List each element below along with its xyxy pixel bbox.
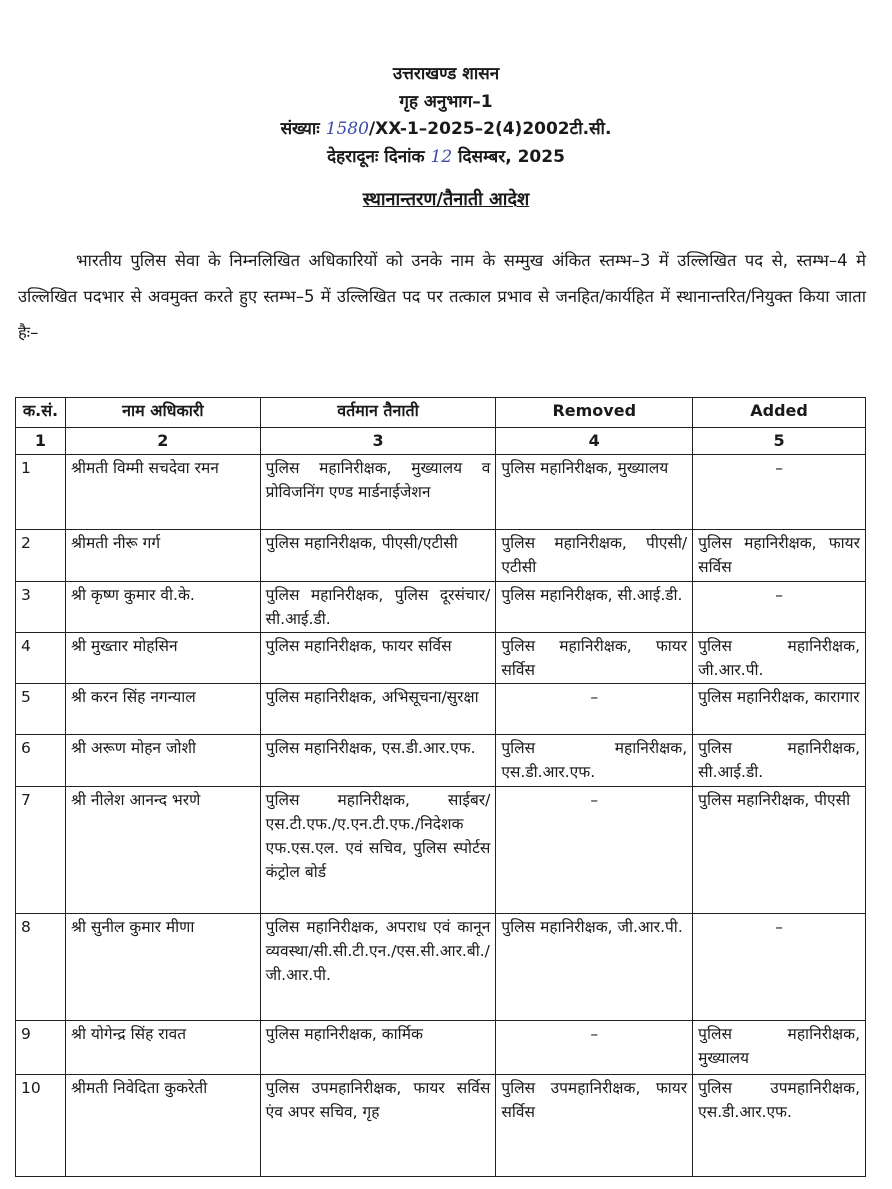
header-serial: क.सं. xyxy=(16,398,66,428)
current-posting-cell: पुलिस महानिरीक्षक, फायर सर्विस xyxy=(260,633,496,684)
officer-name-cell: श्री करन सिंह नगन्याल xyxy=(65,684,260,735)
added-cell: पुलिस उपमहानिरीक्षक, एस.डी.आर.एफ. xyxy=(693,1075,866,1177)
current-posting-cell: पुलिस महानिरीक्षक, एस.डी.आर.एफ. xyxy=(260,735,496,787)
removed-cell: पुलिस महानिरीक्षक, जी.आर.पी. xyxy=(496,914,693,1021)
serial-cell: 10 xyxy=(16,1075,66,1177)
column-number: 5 xyxy=(693,428,866,455)
number-label: संख्याः xyxy=(280,119,320,139)
order-date xyxy=(0,145,892,170)
order-number xyxy=(0,117,892,142)
transfer-table xyxy=(15,397,866,1177)
officer-name-cell: श्री अरूण मोहन जोशी xyxy=(65,735,260,787)
paragraph-text: भारतीय पुलिस सेवा के निम्नलिखित अधिकारियों को उनके नाम के सम्मुख अंकित स्तम्भ–3 में उल्लिखित पद से, स्तम्भ–4 मे उल्लिखित पदभार से अवमुक्त करते हुए स्तम्भ–5 में उल्लिखित पद पर तत्काल प्रभाव से जनहित/कार्यहित में स्थानान्तरित/नियुक्त किया जाता हैः– xyxy=(18,251,866,342)
officer-name-cell: श्री मुख्तार मोहसिन xyxy=(65,633,260,684)
date-rest: दिसम्बर, 2025 xyxy=(458,147,565,167)
added-cell: पुलिस महानिरीक्षक, कारागार xyxy=(693,684,866,735)
column-number-row xyxy=(16,428,866,455)
removed-cell: – xyxy=(496,1021,693,1075)
officer-name-cell: श्री सुनील कुमार मीणा xyxy=(65,914,260,1021)
header-current-posting: वर्तमान तैनाती xyxy=(260,398,496,428)
table-row xyxy=(16,684,866,735)
serial-cell: 8 xyxy=(16,914,66,1021)
officer-name-cell: श्री योगेन्द्र सिंह रावत xyxy=(65,1021,260,1075)
officer-name-cell: श्री नीलेश आनन्द भरणे xyxy=(65,787,260,914)
officer-name-cell: श्री कृष्ण कुमार वी.के. xyxy=(65,582,260,633)
added-cell: पुलिस महानिरीक्षक, फायर सर्विस xyxy=(693,530,866,582)
header-removed: Removed xyxy=(496,398,693,428)
serial-cell: 7 xyxy=(16,787,66,914)
handwritten-number: 1580 xyxy=(325,119,369,139)
removed-cell: – xyxy=(496,684,693,735)
table-row xyxy=(16,633,866,684)
removed-cell: पुलिस महानिरीक्षक, सी.आई.डी. xyxy=(496,582,693,633)
added-cell: – xyxy=(693,582,866,633)
handwritten-day: 12 xyxy=(430,147,453,167)
removed-cell: पुलिस महानिरीक्षक, पीएसी/एटीसी xyxy=(496,530,693,582)
date-prefix: देहरादूनः दिनांक xyxy=(327,147,425,167)
current-posting-cell: पुलिस महानिरीक्षक, पुलिस दूरसंचार/सी.आई.डी. xyxy=(260,582,496,633)
current-posting-cell: पुलिस उपमहानिरीक्षक, फायर सर्विस एंव अपर सचिव, गृह xyxy=(260,1075,496,1177)
removed-cell: पुलिस महानिरीक्षक, मुख्यालय xyxy=(496,455,693,530)
header-officer-name: नाम अधिकारी xyxy=(65,398,260,428)
current-posting-cell: पुलिस महानिरीक्षक, अभिसूचना/सुरक्षा xyxy=(260,684,496,735)
serial-cell: 1 xyxy=(16,455,66,530)
current-posting-cell: पुलिस महानिरीक्षक, मुख्यालय व प्रोविजनिंग एण्ड मार्डनाईजेशन xyxy=(260,455,496,530)
current-posting-cell: पुलिस महानिरीक्षक, पीएसी/एटीसी xyxy=(260,530,496,582)
department-name: गृह अनुभाग–1 xyxy=(399,92,493,112)
removed-cell: पुलिस उपमहानिरीक्षक, फायर सर्विस xyxy=(496,1075,693,1177)
current-posting-cell: पुलिस महानिरीक्षक, अपराध एवं कानून व्यवस्था/सी.सी.टी.एन./एस.सी.आर.बी./जी.आर.पी. xyxy=(260,914,496,1021)
serial-cell: 4 xyxy=(16,633,66,684)
removed-cell: – xyxy=(496,787,693,914)
serial-cell: 3 xyxy=(16,582,66,633)
added-cell: पुलिस महानिरीक्षक, सी.आई.डी. xyxy=(693,735,866,787)
column-number: 3 xyxy=(260,428,496,455)
current-posting-cell: पुलिस महानिरीक्षक, कार्मिक xyxy=(260,1021,496,1075)
column-number: 4 xyxy=(496,428,693,455)
table-row xyxy=(16,735,866,787)
table-row xyxy=(16,914,866,1021)
serial-cell: 5 xyxy=(16,684,66,735)
current-posting-cell: पुलिस महानिरीक्षक, साईबर/एस.टी.एफ./ए.एन.टी.एफ./निदेशक एफ.एस.एल. एवं सचिव, पुलिस स्पोर्टस कंट्रोल बोर्ड xyxy=(260,787,496,914)
officer-name-cell: श्रीमती निवेदिता कुकरेती xyxy=(65,1075,260,1177)
table-row xyxy=(16,582,866,633)
header-added: Added xyxy=(693,398,866,428)
government-name: उत्तराखण्ड शासन xyxy=(392,64,500,84)
serial-cell: 6 xyxy=(16,735,66,787)
officer-name-cell: श्रीमती विम्मी सचदेवा रमन xyxy=(65,455,260,530)
table-row xyxy=(16,455,866,530)
serial-cell: 9 xyxy=(16,1021,66,1075)
column-number: 1 xyxy=(16,428,66,455)
added-cell: पुलिस महानिरीक्षक, मुख्यालय xyxy=(693,1021,866,1075)
table-header-row xyxy=(16,398,866,428)
serial-cell: 2 xyxy=(16,530,66,582)
table-row xyxy=(16,787,866,914)
table-row xyxy=(16,1021,866,1075)
order-paragraph xyxy=(18,243,866,351)
added-cell: पुलिस महानिरीक्षक, पीएसी xyxy=(693,787,866,914)
removed-cell: पुलिस महानिरीक्षक, एस.डी.आर.एफ. xyxy=(496,735,693,787)
number-rest: /XX-1–2025–2(4)2002टी.सी. xyxy=(368,119,612,139)
added-cell: – xyxy=(693,455,866,530)
column-number: 2 xyxy=(65,428,260,455)
table-row xyxy=(16,530,866,582)
removed-cell: पुलिस महानिरीक्षक, फायर सर्विस xyxy=(496,633,693,684)
added-cell: पुलिस महानिरीक्षक, जी.आर.पी. xyxy=(693,633,866,684)
order-title: स्थानान्तरण/तैनाती आदेश xyxy=(362,189,530,210)
added-cell: – xyxy=(693,914,866,1021)
table-row xyxy=(16,1075,866,1177)
officer-name-cell: श्रीमती नीरू गर्ग xyxy=(65,530,260,582)
